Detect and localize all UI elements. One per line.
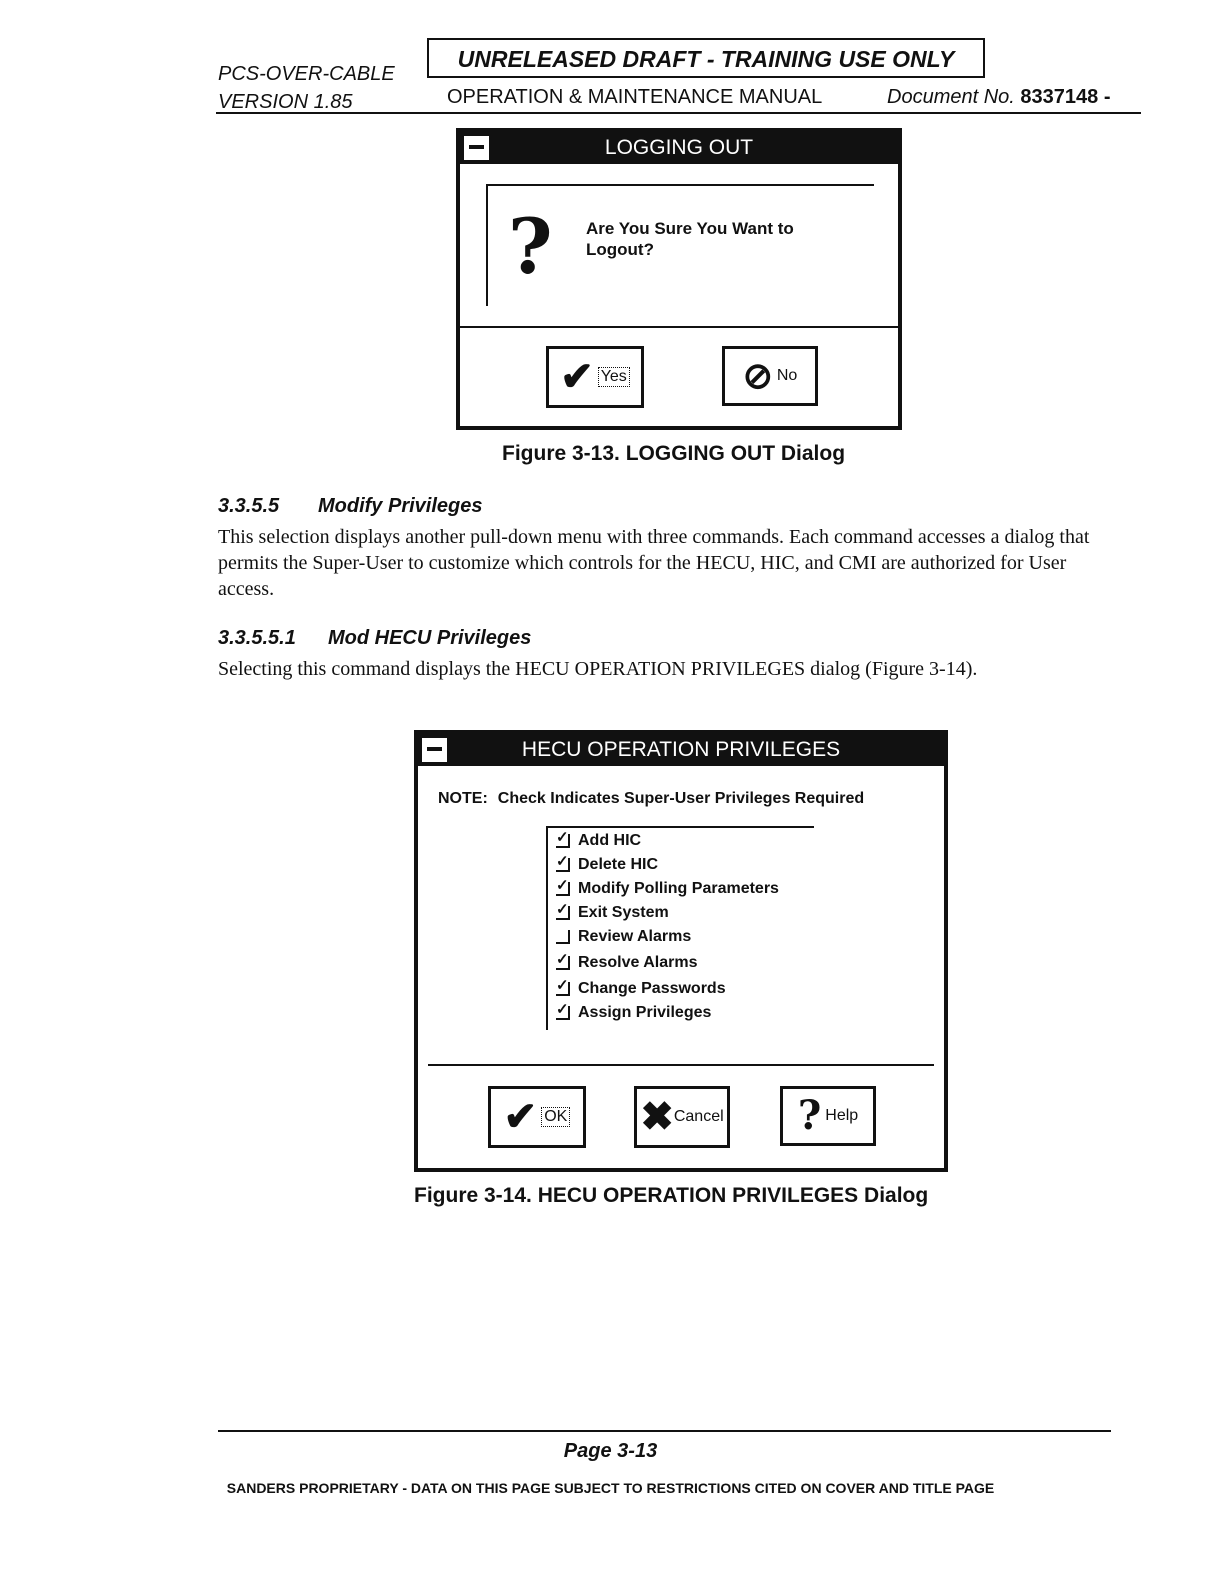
no-label: No	[776, 367, 798, 384]
privilege-checkbox[interactable]	[556, 951, 570, 970]
logging-out-dialog	[456, 128, 902, 430]
section-heading-33551	[218, 627, 531, 650]
privilege-label: Review Alarms	[578, 928, 692, 945]
document-number-value: 8337148 -	[1020, 86, 1111, 108]
ok-button[interactable]	[488, 1086, 586, 1148]
checkmark-icon: ✓	[556, 977, 569, 994]
hecu-privileges-dialog	[414, 730, 948, 1172]
help-button[interactable]	[780, 1086, 876, 1146]
draft-banner: UNRELEASED DRAFT - TRAINING USE ONLY	[427, 38, 985, 78]
section-body-33551: Selecting this command displays the HECU OPERATION PRIVILEGES dialog (Figure 3-14).	[218, 658, 978, 680]
checkmark-icon: ✔	[560, 355, 594, 399]
privileges-list	[546, 826, 814, 1030]
proprietary-notice: SANDERS PROPRIETARY - DATA ON THIS PAGE SUBJECT TO RESTRICTIONS CITED ON COVER AND TITLE PAGE	[226, 1480, 995, 1496]
product-version: VERSION 1.85	[218, 91, 353, 113]
checkmark-icon: ✓	[556, 1001, 569, 1018]
privilege-label: Exit System	[578, 904, 669, 921]
x-icon: ✖	[640, 1095, 674, 1139]
note-text: Check Indicates Super-User Privileges Required	[497, 790, 865, 807]
document-number-label: Document No.	[887, 86, 1015, 108]
dialog-separator	[428, 1064, 934, 1066]
question-icon: ?	[797, 1092, 822, 1139]
manual-title: OPERATION & MAINTENANCE MANUAL	[447, 86, 823, 108]
header-rule	[216, 112, 1141, 114]
privilege-item[interactable]	[556, 901, 669, 922]
checkmark-icon: ✔	[503, 1095, 538, 1139]
privilege-checkbox[interactable]	[556, 829, 570, 848]
no-button[interactable]	[722, 346, 818, 406]
yes-button[interactable]	[546, 346, 644, 408]
privilege-label: Add HIC	[578, 832, 642, 849]
section-body-3355: This selection displays another pull-down menu with three commands. Each command accesses a dialog that permits the Super-User to customize which controls for the HECU, HIC, and CMI are authorized for User access.	[218, 526, 1090, 600]
dialog-title: LOGGING OUT	[604, 136, 754, 159]
system-menu-button[interactable]	[464, 136, 492, 160]
privilege-item[interactable]	[556, 951, 698, 972]
privilege-checkbox[interactable]	[556, 1001, 570, 1020]
section-number: 3.3.5.5.1	[218, 627, 296, 649]
privilege-checkbox[interactable]	[556, 877, 570, 896]
privilege-label: Assign Privileges	[578, 1004, 712, 1021]
system-menu-button[interactable]	[422, 738, 450, 762]
help-label: Help	[825, 1107, 859, 1124]
prohibited-icon: ⊘	[742, 355, 773, 396]
dialog-title: HECU OPERATION PRIVILEGES	[521, 738, 841, 761]
header-product-block	[218, 60, 395, 116]
privilege-checkbox[interactable]	[556, 977, 570, 996]
privilege-item[interactable]	[556, 853, 659, 874]
cancel-button[interactable]	[634, 1086, 730, 1148]
figure-3-14-caption: Figure 3-14. HECU OPERATION PRIVILEGES Dialog	[414, 1184, 929, 1207]
ok-label: OK	[541, 1107, 570, 1127]
privilege-item[interactable]	[556, 977, 726, 998]
yes-label: Yes	[598, 367, 630, 387]
checkmark-icon: ✓	[556, 901, 569, 918]
privilege-item[interactable]	[556, 1001, 712, 1022]
note-label: NOTE:	[438, 790, 488, 807]
privilege-label: Modify Polling Parameters	[578, 880, 779, 897]
confirm-message: Are You Sure You Want to Logout?	[586, 219, 794, 259]
privilege-label: Change Passwords	[578, 980, 726, 997]
document-number	[887, 86, 1110, 109]
checkmark-icon: ✓	[556, 853, 569, 870]
privilege-label: Delete HIC	[578, 856, 659, 873]
privilege-checkbox[interactable]	[556, 930, 570, 944]
section-number: 3.3.5.5	[218, 495, 280, 517]
privilege-item[interactable]	[556, 877, 779, 898]
section-title: Mod HECU Privileges	[328, 627, 532, 649]
figure-3-13-caption: Figure 3-13. LOGGING OUT Dialog	[502, 442, 846, 465]
privilege-label: Resolve Alarms	[578, 954, 698, 971]
privilege-checkbox[interactable]	[556, 901, 570, 920]
dialog-titlebar	[418, 734, 944, 766]
footer-rule	[218, 1430, 1111, 1432]
privilege-item[interactable]	[556, 829, 642, 850]
checkmark-icon: ✓	[556, 829, 569, 846]
dialog-separator	[460, 326, 898, 328]
product-name: PCS-OVER-CABLE	[218, 63, 395, 85]
section-heading-3355	[218, 495, 483, 518]
privilege-item[interactable]	[556, 928, 691, 946]
cancel-label: Cancel	[673, 1108, 724, 1125]
note-line	[438, 790, 864, 808]
checkmark-icon: ✓	[556, 951, 569, 968]
privilege-checkbox[interactable]	[556, 853, 570, 872]
dialog-titlebar	[460, 132, 898, 164]
page-number: Page 3-13	[563, 1440, 658, 1462]
section-title: Modify Privileges	[318, 495, 483, 517]
checkmark-icon: ✓	[556, 877, 569, 894]
question-icon: ?	[508, 202, 553, 291]
